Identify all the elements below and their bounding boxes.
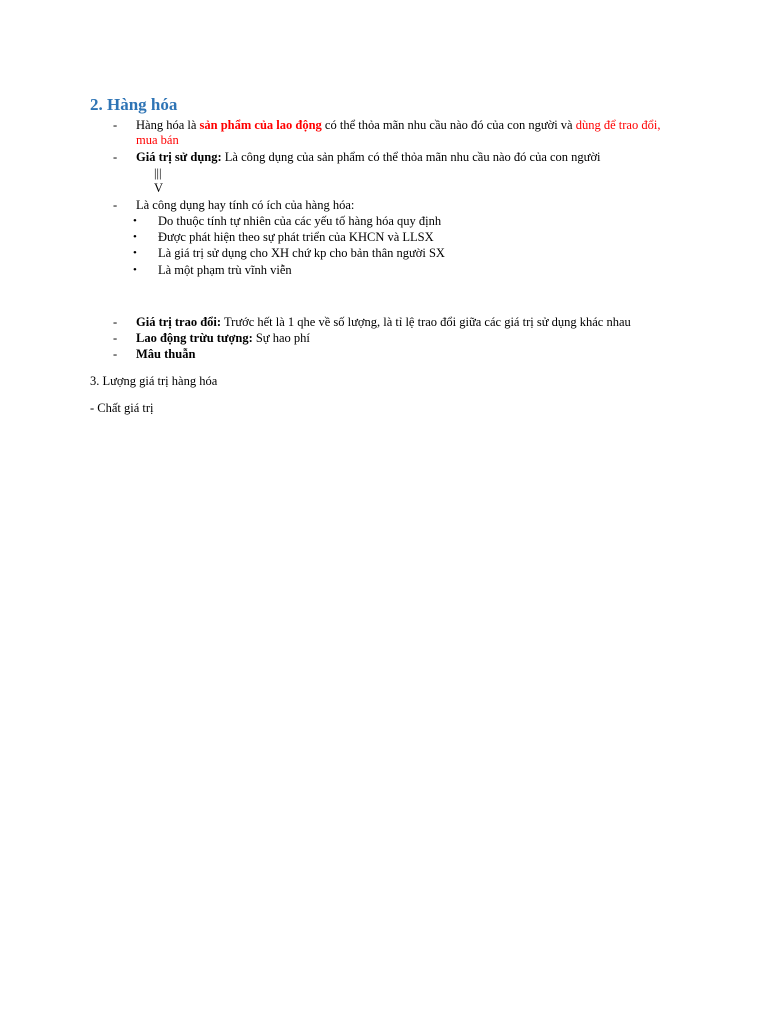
text-run: Sự hao phí (252, 331, 310, 345)
paragraph: - Chất giá trị (90, 401, 154, 415)
bullet-text: Là một phạm trù vĩnh viễn (158, 263, 292, 277)
term-label: Lao động trừu tượng: (136, 331, 253, 345)
bullet-marker: • (133, 264, 137, 276)
text-run: Là công dụng của sản phẩm có thể thỏa mãn nhu cầu nào đó của con người (221, 150, 601, 164)
dash-marker: - (113, 198, 118, 212)
highlight-red-bold: sản phẩm của lao động (199, 118, 322, 132)
section-heading: 2. Hàng hóa (90, 95, 178, 114)
text-run: có thể thỏa mãn nhu cầu nào đó của con người và (321, 118, 576, 132)
term-label: Mâu thuẫn (136, 347, 196, 361)
arrow-bars: ||| (154, 166, 162, 180)
dash-marker: - (113, 315, 118, 329)
dash-marker: - (113, 347, 118, 361)
dash-marker: - (113, 118, 118, 132)
arrow-head: V (154, 181, 164, 195)
list-item-text (136, 314, 631, 330)
bullet-marker: • (133, 215, 137, 227)
highlight-red: dùng để trao đổi, (575, 118, 661, 132)
list-item-text (136, 346, 195, 362)
text-run: Trước hết là 1 qhe về số lượng, là tỉ lệ trao đổi giữa các giá trị sử dụng khác nhau (221, 315, 631, 329)
dash-marker: - (113, 331, 118, 345)
list-item-text (136, 117, 660, 133)
bullet-marker: • (133, 231, 137, 243)
bullet-text: Do thuộc tính tự nhiên của các yếu tố hàng hóa quy định (158, 214, 442, 228)
list-item-text: Là công dụng hay tính có ích của hàng hóa: (136, 198, 355, 212)
term-label: Giá trị sử dụng: (136, 150, 222, 164)
bullet-text: Được phát hiện theo sự phát triển của KHCN và LLSX (158, 230, 434, 244)
paragraph: 3. Lượng giá trị hàng hóa (90, 374, 218, 388)
term-label: Giá trị trao đổi: (136, 315, 222, 329)
list-item-text (136, 149, 601, 165)
list-item-text (136, 330, 310, 346)
highlight-red: mua bán (136, 133, 179, 147)
text-run: Hàng hóa là (136, 118, 200, 132)
bullet-marker: • (133, 247, 137, 259)
dash-marker: - (113, 150, 118, 164)
bullet-text: Là giá trị sử dụng cho XH chứ kp cho bản thân người SX (158, 246, 445, 260)
